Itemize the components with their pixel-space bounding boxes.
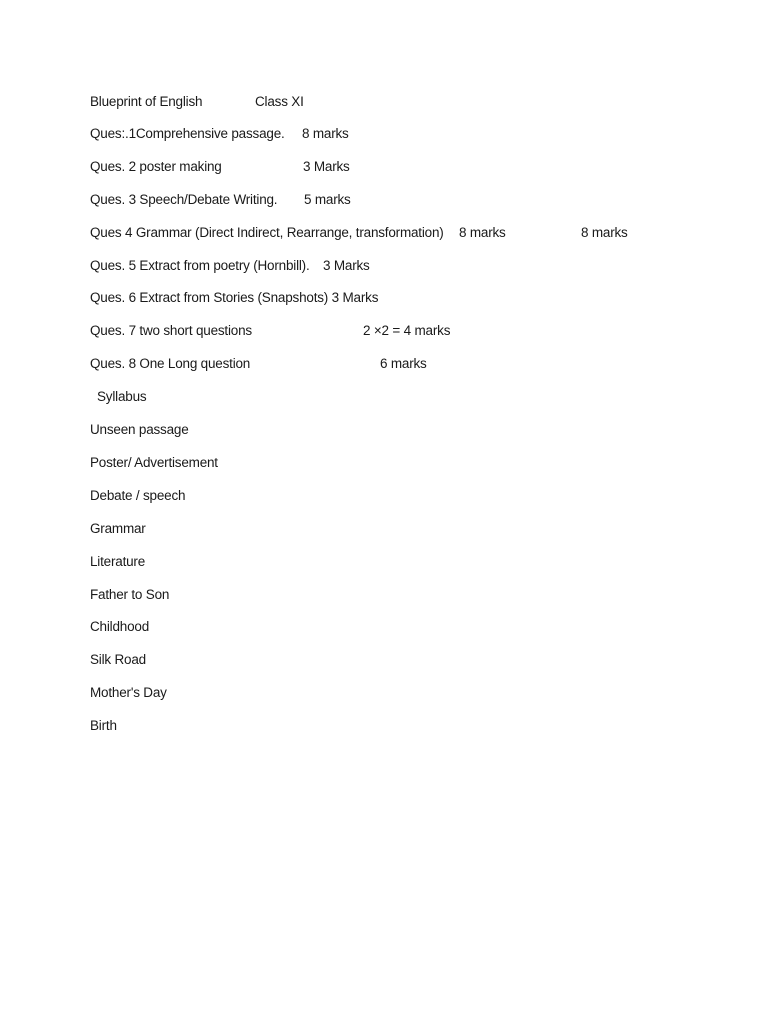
question-marks-extra: 8 marks — [581, 225, 628, 240]
document-title: Blueprint of English — [90, 94, 203, 109]
question-text: Ques. 3 Speech/Debate Writing. — [90, 192, 278, 207]
question-marks: 5 marks — [304, 192, 351, 207]
question-marks: 2 ×2 = 4 marks — [363, 323, 451, 338]
question-marks: 8 marks — [302, 126, 349, 141]
class-label: Class XI — [255, 94, 304, 109]
syllabus-item: Mother's Day — [90, 685, 167, 700]
question-text: Ques. 5 Extract from poetry (Hornbill). — [90, 258, 310, 273]
syllabus-item: Poster/ Advertisement — [90, 455, 218, 470]
question-text: Ques. 2 poster making — [90, 159, 222, 174]
syllabus-item: Childhood — [90, 619, 149, 634]
syllabus-item: Unseen passage — [90, 422, 189, 437]
syllabus-item: Debate / speech — [90, 488, 186, 503]
question-marks: 8 marks — [459, 225, 506, 240]
question-text: Ques 4 Grammar (Direct Indirect, Rearrange, transformation) — [90, 225, 444, 240]
question-text: Ques. 6 Extract from Stories (Snapshots) 3 Marks — [90, 290, 379, 305]
question-marks: 3 Marks — [323, 258, 370, 273]
question-marks: 6 marks — [380, 356, 427, 371]
question-marks: 3 Marks — [303, 159, 350, 174]
question-text: Ques:.1Comprehensive passage. — [90, 126, 285, 141]
question-text: Ques. 7 two short questions — [90, 323, 252, 338]
syllabus-item: Grammar — [90, 521, 146, 536]
syllabus-heading: Syllabus — [97, 389, 147, 404]
question-text: Ques. 8 One Long question — [90, 356, 251, 371]
syllabus-item: Birth — [90, 718, 117, 733]
syllabus-item: Father to Son — [90, 587, 170, 602]
syllabus-item: Literature — [90, 554, 146, 569]
syllabus-item: Silk Road — [90, 652, 146, 667]
